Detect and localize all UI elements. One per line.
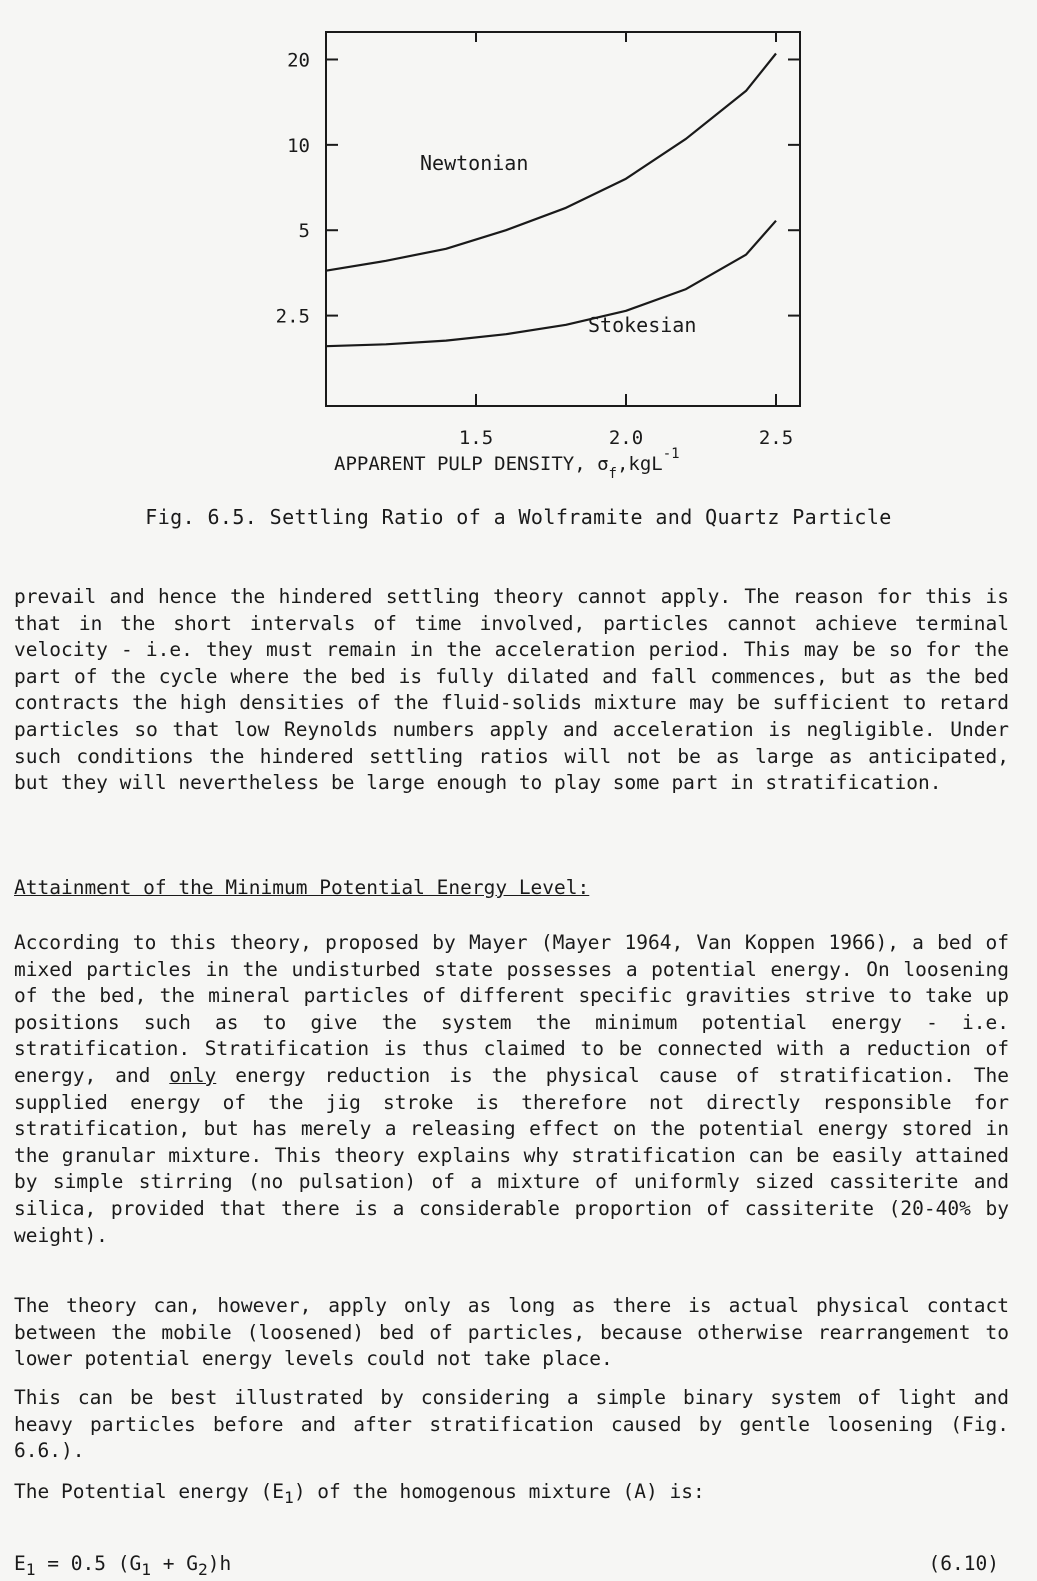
series-line-newtonian [326, 54, 776, 271]
equation-sub-1: 1 [141, 1559, 152, 1579]
plot-frame [326, 32, 800, 406]
y-axis-ticks [276, 49, 800, 327]
equation-lhs-sub: 1 [25, 1559, 36, 1579]
series-label-stokesian: Stokesian [588, 313, 697, 337]
x-tick-label: 2.0 [608, 427, 644, 449]
equation-mid-b: + G [151, 1552, 198, 1575]
settling-ratio-chart [250, 20, 810, 490]
underlined-only: only [169, 1063, 217, 1087]
equation-mid-a: = 0.5 (G [35, 1552, 142, 1575]
paragraph-5-text-b: ) of the homogenous mixture (A) is: [293, 1480, 705, 1503]
paragraph-5-text-a: The Potential energy (E [14, 1480, 285, 1503]
y-tick-label: 2.5 [275, 305, 310, 328]
paragraph-2 [14, 930, 1009, 1249]
figure-caption: Fig. 6.5. Settling Ratio of a Wolframite and Quartz Particle [145, 505, 892, 529]
paragraph-1-text: prevail and hence the hindered settling theory cannot apply. The reason for this is that in the short intervals of time involved, particles cannot achieve terminal velocity - i.e. they must remain in the acceleration period. This may be so for the part of the cycle where the bed is fully dilated and fall commences, but as the bed contracts the high densities of the fluid-solids mixture may be sufficient to retard particles so that low Reynolds numbers apply and acceleration is negligible. Under such conditions the hindered settling ratios will not be as large as anticipated, but they will nevertheless be large enough to play some part in stratification. [14, 585, 1009, 795]
series-label-newtonian: Newtonian [420, 151, 529, 175]
paragraph-4-text: This can be best illustrated by considering a simple binary system of light and heavy particles before and after stratification caused by gentle loosening (Fig. 6.6.). [14, 1386, 1009, 1463]
y-tick-label: 5 [298, 220, 310, 243]
paragraph-5 [14, 1479, 1009, 1511]
y-tick-label: 20 [287, 49, 310, 72]
paragraph-2-text-b: energy reduction is the physical cause of stratification. The supplied energy of the jig stroke is therefore not directly responsible for stratification, but has merely a releasing effect on the potential energy stored in the granular mixture. This theory explains why stratification can be easily attained by simple stirring (no pulsation) of a mixture of uniformly sized cassiterite and silica, provided that there is a considerable proportion of cassiterite (20-40% by weight). [14, 1063, 1009, 1247]
paragraph-2-text-a: According to this theory, proposed by Mayer (Mayer 1964, Van Koppen 1966), a bed of mixed particles in the undisturbed state possesses a potential energy. On loosening of the bed, the mineral particles of different specific gravities strive to take up positions such as to give the system the minimum potential energy - i.e. stratification. Stratification is thus claimed to be connected with a reduction of energy, and [14, 931, 1009, 1087]
section-heading: Attainment of the Minimum Potential Energy Level: [14, 876, 590, 899]
equation-lhs: E [14, 1552, 26, 1575]
paragraph-4 [14, 1385, 1009, 1465]
equation-6-10 [14, 1552, 999, 1579]
x-axis-label: APPARENT PULP DENSITY, $\sigma_f,kgL^{-1}$ [334, 446, 680, 482]
paragraph-5-subscript: 1 [284, 1487, 294, 1507]
series-lines [326, 54, 776, 347]
x-tick-label: 1.5 [458, 427, 494, 449]
series-line-stokesian [326, 221, 776, 347]
paragraph-1 [14, 584, 1009, 797]
equation-number: (6.10) [928, 1552, 999, 1575]
x-tick-label: 2.5 [758, 427, 794, 449]
paragraph-3 [14, 1293, 1009, 1373]
paragraph-3-text: The theory can, however, apply only as long as there is actual physical contact between the mobile (loosened) bed of particles, because otherwise rearrangement to lower potential energy levels could not take place. [14, 1294, 1009, 1371]
y-tick-label: 10 [287, 134, 310, 157]
equation-mid-c: )h [207, 1552, 232, 1575]
equation-sub-2: 2 [197, 1559, 208, 1579]
